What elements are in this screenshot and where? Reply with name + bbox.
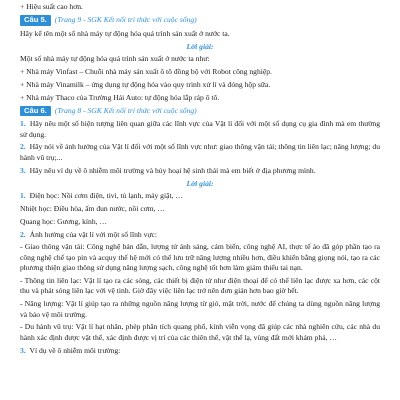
question-5-item: + Nhà máy Vinamilk – ứng dụng tự động hóa vào quy trình xử lí và đóng hộp sữa.: [20, 79, 271, 89]
answer-lead: Ảnh hưởng của vật lí với một số lĩnh vực:: [29, 229, 158, 239]
question-5-intro: Một số nhà máy tự động hóa quá trình sản xuất ở nước ta như:: [20, 53, 210, 63]
part-number: 1.: [20, 119, 26, 129]
answer-number: 1.: [20, 190, 26, 200]
answer-number: 3.: [20, 345, 26, 355]
answer-1-line: Quang học: Gương, kính, …: [20, 216, 108, 226]
question-5-text: Hãy kể tên một số nhà máy tự động hóa quá trình sản xuất ở nước ta.: [20, 28, 230, 38]
part-number: 3.: [20, 165, 26, 175]
question-6-header: [20, 106, 380, 116]
question-6-part: [20, 166, 380, 176]
question-5-solution-title: Lời giải:: [186, 41, 214, 51]
answer-2-item: - Giao thông vận tải: Công nghệ bán dẫn, lượng tử ánh sáng, cảm biến, công nghệ AI, thực tế ảo đã góp phần tạo ra công nghệ chế tạo pin và acquy thế hệ mới có thể lưu trữ năng lượng nhiều hơn, điều khiển bằng giọng nói, tạo ra các phương thiện giao thông sử dụng năng lượng sạch, công nghệ tốt hơn làm giảm thiểu tai nạn.: [20, 242, 380, 273]
answer-number: 2.: [20, 229, 26, 239]
part-text: Hãy nêu một số hiện tượng liên quan giữa các lĩnh vực của Vật lí đối với một số dụng cụ gia đình mà em thường sử dụng.: [20, 119, 380, 139]
part-text: Hãy nói về ảnh hưởng của Vật lí đối với một số lĩnh vực như: giao thông vận tải; thông tin liên lạc; năng lượng; du hành vũ trụ;...: [20, 142, 380, 162]
answer-2: [20, 230, 380, 240]
question-5-item: + Nhà máy Vinfast – Chuỗi nhà máy sản xuất ô tô đồng bộ với Robot công nghiệp.: [20, 66, 272, 76]
question-6-part: [20, 119, 380, 140]
question-6-badge: Câu 6.: [20, 106, 51, 116]
question-6-part: [20, 142, 380, 163]
question-5-header: [20, 15, 380, 25]
part-number: 2.: [20, 142, 26, 152]
part-text: Hãy nêu ví dụ về ô nhiễm môi trường và hủy hoại hệ sinh thái mà em biết ở địa phương mình.: [29, 165, 316, 175]
answer-1-line: Nhiệt học: Điều hòa, ấm đun nước, nồi cơm, …: [20, 203, 166, 213]
answer-1: [20, 191, 380, 201]
question-5-badge: Câu 5.: [20, 15, 51, 25]
answer-2-item: - Thông tin liên lạc: Vật lí tạo ra các sóng, các thiết bị điện tử như điện thoại để có thể liên lạc được xa hơn, các cột thu và phát sóng liên lạc với vệ tinh. Giờ đây việc liên lạc trở nên đơn giản hơn bao giờ hết.: [20, 276, 380, 296]
answer-3: [20, 346, 380, 356]
question-5-item: + Nhà máy Thaco của Trường Hải Auto: tự động hóa lắp ráp ô tô.: [20, 92, 220, 102]
answer-2-item: - Năng lượng: Vật lí giúp tạo ra những nguồn năng lượng từ gió, mặt trời, nước để chúng ta dùng nguồn năng lượng và bảo vệ môi trường.: [20, 299, 380, 319]
question-6-source: (Trang 8 - SGK Kết nối tri thức với cuộc sống): [54, 105, 197, 115]
answer-lead: Điện học: Nồi cơm điện, tivi, tủ lạnh, máy giặt, …: [29, 190, 183, 200]
answer-lead: Ví dụ về ô nhiễm môi trường:: [29, 345, 121, 355]
question-5-source: (Trang 9 - SGK Kết nối tri thức với cuộc sống): [54, 15, 197, 25]
answer-2-item: - Du hành vũ trụ: Vật lí hạt nhân, phép phân tích quang phổ, kính viễn vọng đã giúp các nhà nghiên cứu, các nhà du hành xác định được vật thể, xác định được vị trí của các thiên thể, vật thể lạ, vùng đất mới khám phá, …: [20, 322, 380, 342]
question-6-solution-title: Lời giải:: [186, 178, 214, 188]
top-line: + Hiệu suất cao hơn.: [20, 2, 83, 11]
